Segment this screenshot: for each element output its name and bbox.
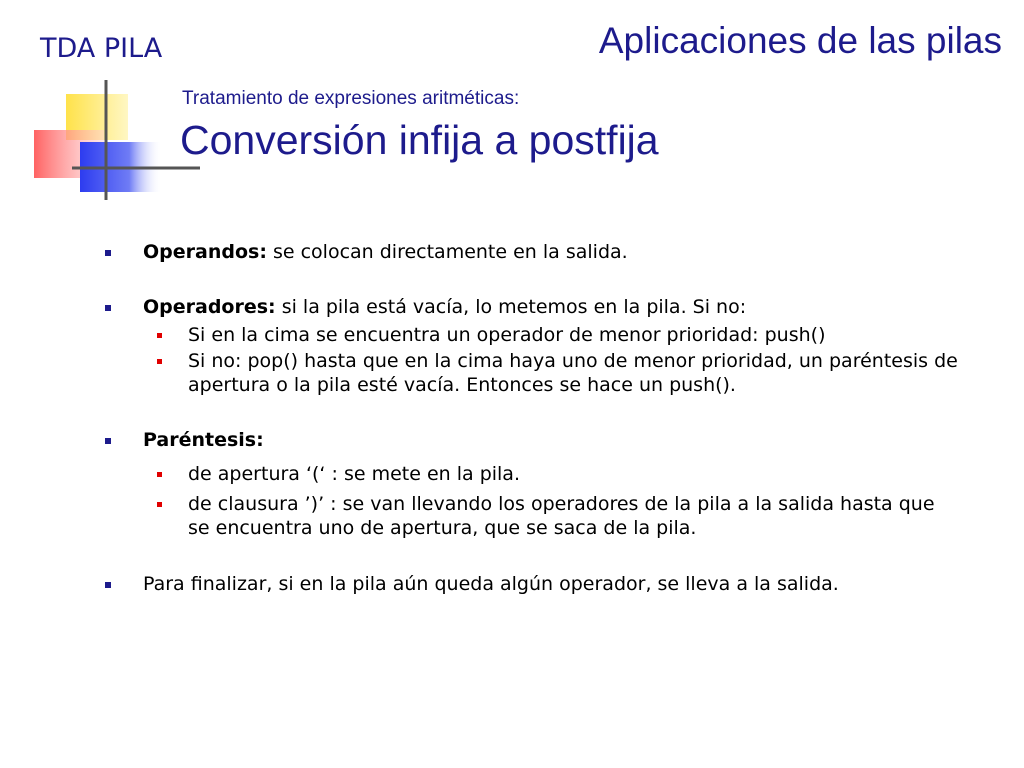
bullet-parentesis	[100, 428, 960, 452]
sub-bullet-marker	[157, 333, 162, 338]
bullet-finalizar	[100, 572, 960, 596]
subtitle: Tratamiento de expresiones aritméticas:	[182, 88, 520, 109]
sub-bullet-text: de apertura ‘(‘ : se mete en la pila.	[188, 463, 520, 485]
sub-bullet-text: de clausura ’)’ : se van llevando los operadores de la pila a la salida hasta que se encuentra uno de apertura, que se saca de la pila.	[188, 493, 935, 539]
slide-heading: Aplicaciones de las pilas	[598, 20, 1002, 61]
bullet-list	[100, 240, 960, 596]
corner-title: TDA PILA	[40, 33, 163, 64]
page-title: Conversión infija a postfija	[180, 117, 659, 163]
bullet-marker	[105, 582, 111, 588]
decorative-blocks	[0, 70, 200, 210]
bullet-text: Para finalizar, si en la pila aún queda algún operador, se lleva a la salida.	[143, 573, 839, 595]
bullet-marker	[105, 438, 111, 444]
sub-bullet	[100, 323, 960, 347]
bullet-text: se colocan directamente en la salida.	[266, 241, 628, 263]
sub-bullet-text: Si en la cima se encuentra un operador de menor prioridad: push()	[188, 324, 826, 346]
sub-bullet-marker	[157, 359, 162, 364]
sub-bullet-marker	[157, 472, 162, 477]
sub-bullet	[100, 349, 960, 397]
bullet-label: Operadores:	[143, 296, 276, 318]
sub-bullet	[100, 492, 960, 540]
bullet-marker	[105, 250, 111, 256]
sub-bullet-text: Si no: pop() hasta que en la cima haya uno de menor prioridad, un paréntesis de apertura o la pila esté vacía. Entonces se hace un push().	[188, 350, 958, 396]
sub-bullet-marker	[157, 502, 162, 507]
bullet-label: Operandos:	[143, 241, 267, 263]
sub-bullet	[100, 462, 960, 486]
bullet-marker	[105, 305, 111, 311]
bullet-operadores	[100, 295, 960, 319]
bullet-text: si la pila está vacía, lo metemos en la pila. Si no:	[275, 296, 747, 318]
bullet-operandos	[100, 240, 960, 264]
bullet-label: Paréntesis:	[143, 429, 264, 451]
